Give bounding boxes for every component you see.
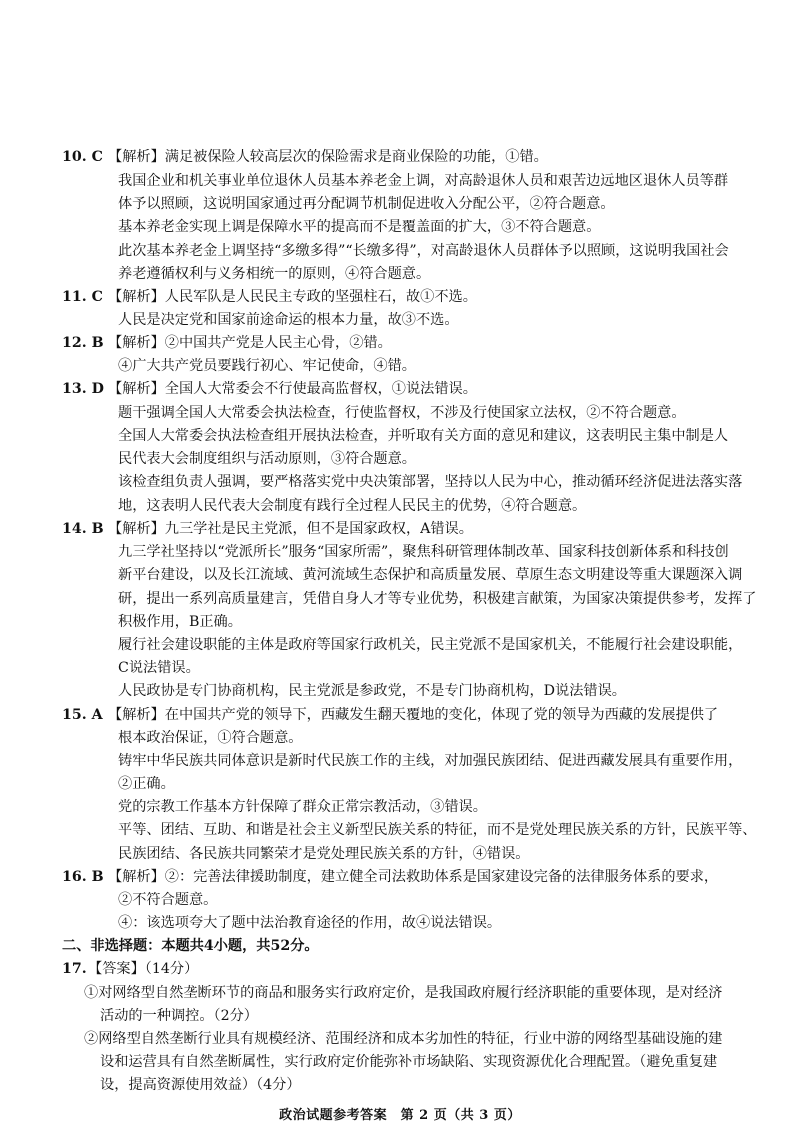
answer-line: C说法错误。 <box>118 660 200 676</box>
answer-line: 民代表大会制度组织与活动原则，③符合题意。 <box>118 451 416 467</box>
question-number: 17. <box>62 961 87 977</box>
answer-line: 设，提高资源使用效益）（4分） <box>100 1077 301 1093</box>
page-footer: 政治试题参考答案 第 2 页（共 3 页） <box>279 1108 521 1123</box>
answer-line: ②不符合题意。 <box>118 892 218 908</box>
answer-line: 此次基本养老金上调坚持“多缴多得”“长缴多得”，对高龄退休人员群体予以照顾，这说明我国社会 <box>118 243 729 259</box>
answer-line: ④广大共产党员要践行初心、牢记使命，④错。 <box>118 358 416 374</box>
answer-line: 积极作用，B正确。 <box>118 614 242 630</box>
answer-line: 根本政治保证，①符合题意。 <box>118 730 303 746</box>
answer-line: 铸牢中华民族共同体意识是新时代民族工作的主线，对加强民族团结、促进西藏发展具有重要作用， <box>118 753 743 769</box>
question-number: 13. D <box>62 381 104 397</box>
answer-line: 民族团结、各民族共同繁荣才是党处理民族关系的方针，④错误。 <box>118 846 530 862</box>
answer-line: 【解析】在中国共产党的领导下，西藏发生翻天覆地的变化，体现了党的领导为西藏的发展提供了 <box>108 707 719 723</box>
question-number: 15. A <box>62 707 103 723</box>
answer-line: 新平台建设，以及长江流域、黄河流域生态保护和高质量发展、草原生态文明建设等重大课题深入调 <box>118 567 743 583</box>
answer-line: 活动的一种调控。（2分） <box>100 1008 258 1024</box>
answer-line: ①对网络型自然垄断环节的商品和服务实行政府定价，是我国政府履行经济职能的重要体现，是对经济 <box>84 985 723 1001</box>
answer-line: ④：该选项夸大了题中法治教育途径的作用，故④说法错误。 <box>118 915 502 931</box>
answer-line: 【解析】满足被保险人较高层次的保险需求是商业保险的功能，①错。 <box>108 149 548 165</box>
question-number: 14. B <box>62 521 104 537</box>
answer-line: 履行社会建设职能的主体是政府等国家行政机关，民主党派不是国家机关，不能履行社会建设职能， <box>118 637 743 653</box>
answer-line: 该检查组负责人强调，要严格落实党中央决策部署，坚持以人民为中心，推动循环经济促进法落实落 <box>118 474 743 490</box>
answer-line: 养老遵循权利与义务相统一的原则，④符合题意。 <box>118 266 431 282</box>
answer-line: 人民是决定党和国家前途命运的根本力量，故③不选。 <box>118 312 459 328</box>
question-number: 12. B <box>62 335 104 351</box>
answer-line: 人民政协是专门协商机构，民主党派是参政党，不是专门协商机构，D说法错误。 <box>118 683 626 699</box>
answer-line: 设和运营具有自然垄断属性，实行政府定价能弥补市场缺陷、实现资源优化合理配置。（避免重复建 <box>100 1054 718 1070</box>
answer-line: 基本养老金实现上调是保障水平的提高而不是覆盖面的扩大，③不符合题意。 <box>118 219 601 235</box>
answer-line: ②网络型自然垄断行业具有规模经济、范围经济和成本劣加性的特征，行业中游的网络型基础设施的建 <box>84 1031 723 1047</box>
question-number: 11. C <box>62 289 103 305</box>
answer-line: 我国企业和机关事业单位退休人员基本养老金上调，对高龄退休人员和艰苦边远地区退休人员等群 <box>118 173 729 189</box>
section-heading: 二、非选择题：本题共4小题，共52分。 <box>62 938 319 954</box>
question-number: 10. C <box>62 149 103 165</box>
answer-line: 【解析】人民军队是人民民主专政的坚强柱石，故①不选。 <box>108 289 477 305</box>
answer-line: 九三学社坚持以“党派所长”服务“国家所需”，聚焦科研管理体制改革、国家科技创新体系和科技创 <box>118 544 729 560</box>
answer-header: 【答案】（14分） <box>88 961 199 977</box>
answer-line: 全国人大常委会执法检查组开展执法检查，并听取有关方面的意见和建议，这表明民主集中制是人 <box>118 428 729 444</box>
answer-line: 党的宗教工作基本方针保障了群众正常宗教活动，③错误。 <box>118 799 487 815</box>
answer-line: 题干强调全国人大常委会执法检查，行使监督权，不涉及行使国家立法权，②不符合题意。 <box>118 405 686 421</box>
answer-line: 【解析】九三学社是民主党派，但不是国家政权，A错误。 <box>108 521 473 537</box>
answer-line: 体予以照顾，这说明国家通过再分配调节机制促进收入分配公平，②符合题意。 <box>118 196 615 212</box>
answer-line: ②正确。 <box>118 776 175 792</box>
question-number: 16. B <box>62 869 104 885</box>
answer-line: 【解析】全国人大常委会不行使最高监督权，①说法错误。 <box>108 381 477 397</box>
answer-line: 研，提出一系列高质量建言，凭借自身人才等专业优势，积极建言献策，为国家决策提供参考，发挥了 <box>118 591 757 607</box>
answer-line: 平等、团结、互助、和谐是社会主义新型民族关系的特征，而不是党处理民族关系的方针，民族平等、 <box>118 822 757 838</box>
answer-line: 地，这表明人民代表大会制度有践行全过程人民民主的优势，④符合题意。 <box>118 498 587 514</box>
answer-line: 【解析】②中国共产党是人民主心骨，②错。 <box>108 335 392 351</box>
answer-line: 【解析】②：完善法律援助制度，建立健全司法救助体系是国家建设完备的法律服务体系的要求， <box>108 869 719 885</box>
